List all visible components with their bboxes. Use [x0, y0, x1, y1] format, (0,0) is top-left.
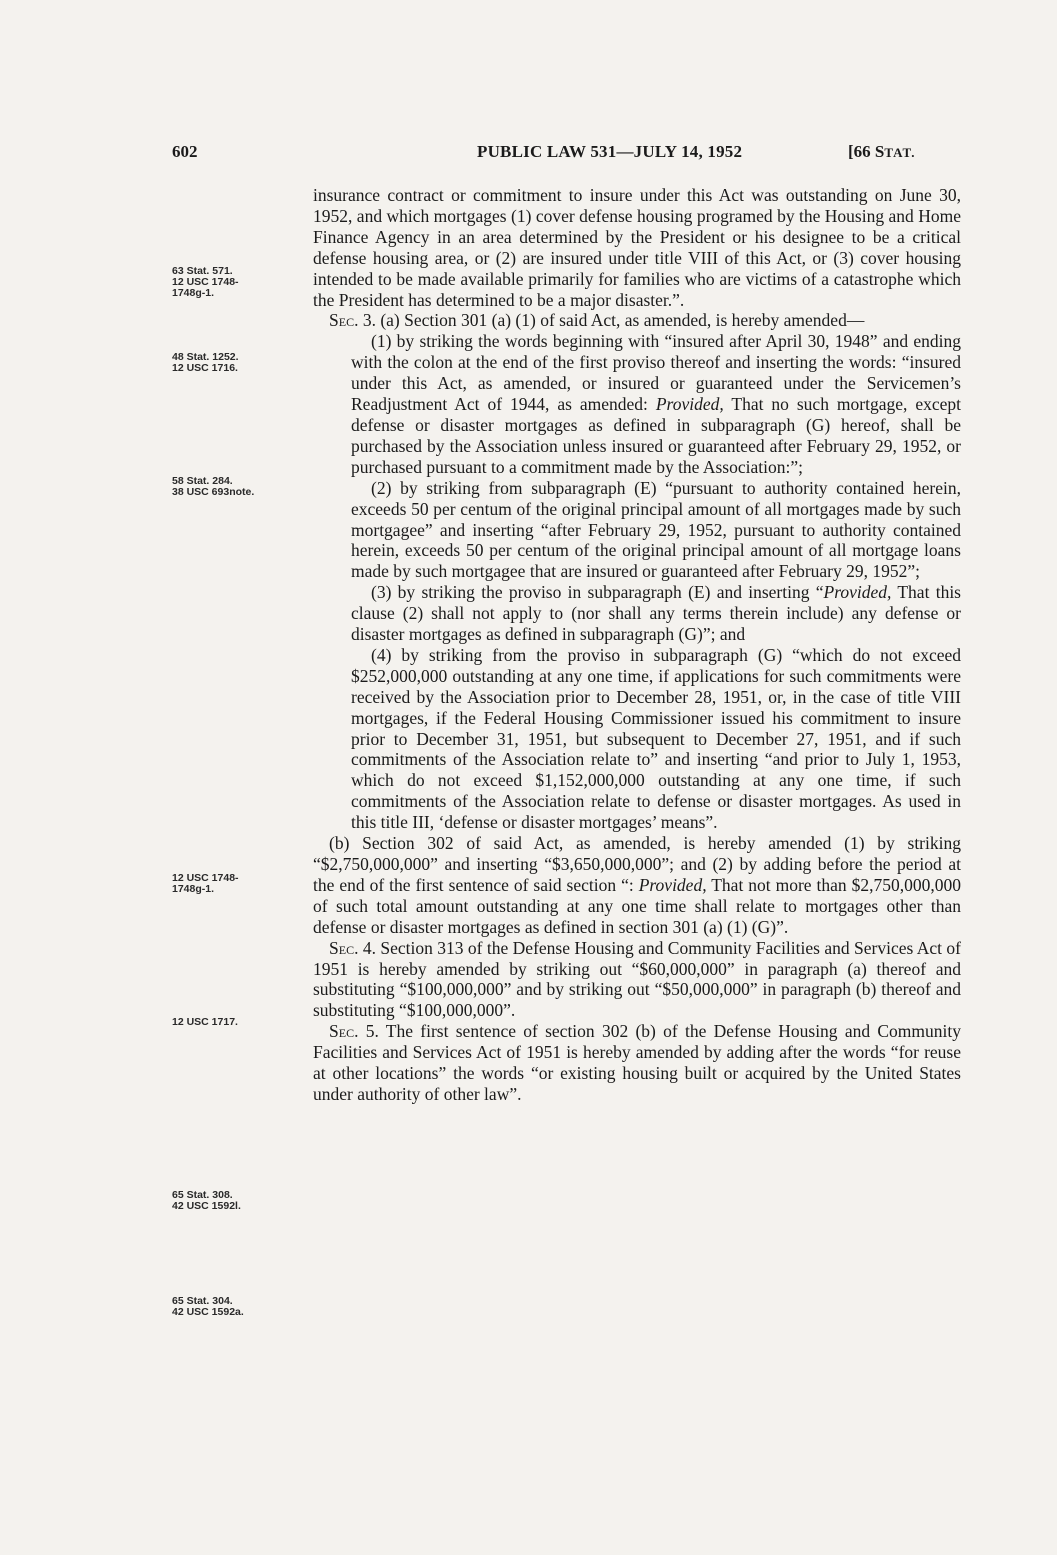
section-label: Sec. 3. — [329, 310, 376, 331]
page-number: 602 — [172, 142, 198, 161]
amendment-item-1 — [351, 331, 961, 477]
margin-note-line: 1748g-1. — [172, 287, 215, 299]
italic-text: Provided, — [655, 394, 724, 415]
paragraph-text: (b) Section 302 of said Act, as amended, is hereby amended (1) by striking “$2,750,000,000” and inserting “$3,650,000,000”; and (2) by adding before the period at the end of the first sentence of said section “: — [313, 833, 961, 895]
statute-reference — [848, 142, 915, 162]
italic-text: Provided, — [823, 582, 892, 603]
margin-note — [172, 873, 300, 895]
margin-note-line: 1748g-1. — [172, 883, 215, 895]
margin-note — [172, 1017, 300, 1028]
amendment-item-2: (2) by striking from subparagraph (E) “pursuant to authority contained herein, exceeds 50 per centum of the original principal amount of all mortgages made by such mortgagee” and inserting “after February 29, 1952, pursuant to authority contained herein, exceeds 50 per centum of the original principal amount of all mortgage loans made by such mortgagee that are insured or guaranteed after February 29, 1952”; — [351, 477, 961, 582]
margin-note-line: 42 USC 1592l. — [172, 1200, 241, 1212]
item-text: That no such mortgage, except defense or disaster mortgages as defined in subparagraph (G) hereof, shall be purchased by the Association unless insured or guaranteed after February 29, 1952, or purchased pursuant to a commitment made by the Association:”; — [351, 394, 961, 477]
margin-note-line: 63 Stat. 571. — [172, 265, 233, 277]
margin-note-line: 48 Stat. 1252. — [172, 351, 239, 363]
margin-note-line: 42 USC 1592a. — [172, 1306, 244, 1318]
page-header — [0, 142, 1057, 166]
margin-note — [172, 266, 300, 299]
amendment-item-4: (4) by striking from the proviso in subparagraph (G) “which do not exceed $252,000,000 outstanding at any one time, if applications for such commitments were received by the Association prior to December 28, 1951, or, in the case of title VIII mortgages, if the Federal Housing Commissioner issued his commitment to insure prior to December 31, 1951, but subsequent to December 27, 1951, and if such commitments of the Association relate to” and inserting “and prior to July 1, 1953, which do not exceed $1,152,000,000 outstanding at any one time, if such commitments of the Association relate to defense or disaster mortgages. As used in this title III, ‘defense or disaster mortgages’ means”. — [351, 644, 961, 833]
margin-note-line: 12 USC 1748- — [172, 872, 239, 884]
margin-note-line: 38 USC 693note. — [172, 486, 255, 498]
continuation-paragraph: insurance contract or commitment to insure under this Act was outstanding on June 30, 1952, and which mortgages (1) cover defense housing programed by the Housing and Home Finance Agency in an area determined by the President or his designee to be a critical defense housing area, or (2) are insured under title VIII of this Act, or (3) cover housing intended to be made available primarily for families who are victims of a catastrophe which the President has determined to be a major disaster.”. — [313, 185, 961, 310]
item-text: That this clause (2) shall not apply to (nor shall any terms therein include) any defense or disaster mortgages as defined in subparagraph (G)”; and — [351, 582, 961, 645]
statute-reference-smallcaps: TAT. — [884, 145, 916, 160]
margin-note — [172, 352, 300, 374]
section-label: Sec. 4. — [329, 937, 376, 958]
subsection-b-paragraph — [313, 833, 961, 938]
margin-note — [172, 1296, 300, 1318]
margin-note-line: 58 Stat. 284. — [172, 475, 233, 487]
margin-note — [172, 1190, 300, 1212]
running-title: PUBLIC LAW 531—JULY 14, 1952 — [477, 142, 743, 161]
margin-note-line: 65 Stat. 308. — [172, 1189, 233, 1201]
margin-note-line: 65 Stat. 304. — [172, 1295, 233, 1307]
statute-reference-main: [66 S — [848, 142, 885, 161]
amendment-item-3 — [351, 582, 961, 645]
section-text: The first sentence of section 302 (b) of the Defense Housing and Community Facilities and Services Act of 1951 is hereby amended by adding after the words “for reuse at other locations” the words “or existing housing built or acquired by the United States under authority of other law”. — [313, 1021, 961, 1104]
section-5-paragraph — [313, 1021, 961, 1105]
section-4-paragraph — [313, 938, 961, 1022]
section-label: Sec. 5. — [329, 1021, 379, 1042]
margin-note-line: 12 USC 1717. — [172, 1016, 238, 1028]
section-3-paragraph — [313, 310, 961, 331]
italic-text: Provided, — [638, 874, 707, 895]
section-text: Section 313 of the Defense Housing and Community Facilities and Services Act of 1951 is hereby amended by striking out “$60,000,000” in paragraph (a) thereof and substituting “$100,000,000” and by striking out “$50,000,000” in paragraph (b) thereof and substituting “$100,000,000”. — [313, 937, 961, 1021]
body-text — [313, 185, 961, 1105]
paragraph-text: That not more than $2,750,000,000 of such total amount outstanding at any one time shall relate to mortgages other than defense or disaster mortgages as defined in section 301 (a) (1) (G)”. — [313, 874, 961, 937]
item-text: (1) by striking the words beginning with “insured after April 30, 1948” and ending with the colon at the end of the first proviso thereof and inserting the words: “insured under this Act, as amended, or insured or guaranteed under the Servicemen’s Readjustment Act of 1944, as amended: — [351, 331, 961, 415]
margin-note-line: 12 USC 1748- — [172, 276, 239, 288]
margin-note — [172, 476, 300, 498]
item-text: (3) by striking the proviso in subparagraph (E) and inserting “ — [371, 582, 824, 603]
margin-note-line: 12 USC 1716. — [172, 362, 238, 374]
section-text: (a) Section 301 (a) (1) of said Act, as amended, is hereby amended— — [375, 310, 865, 331]
